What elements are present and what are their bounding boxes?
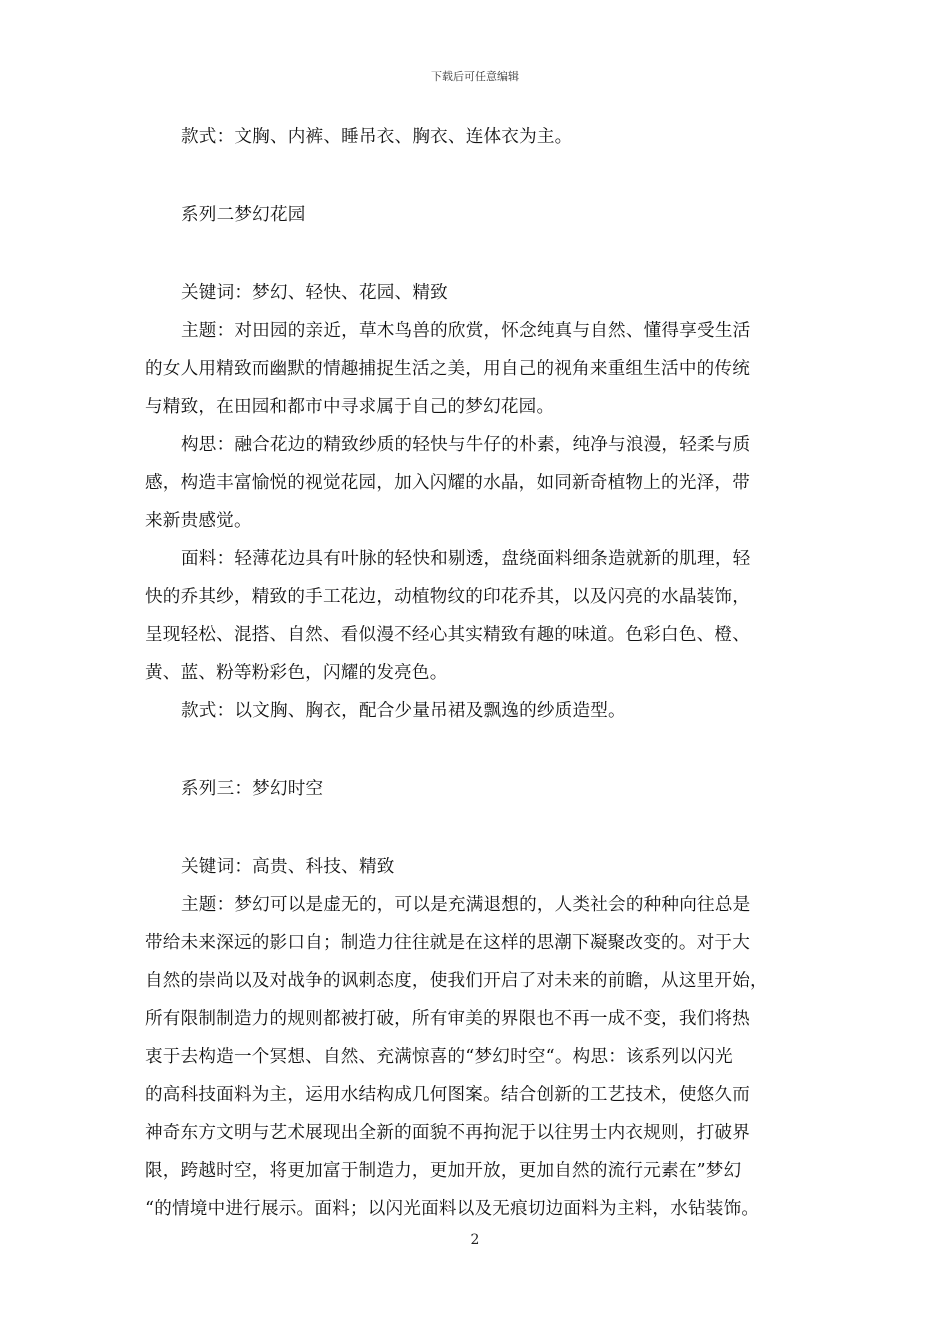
series3-heading: 系列三：梦幻时空 bbox=[181, 779, 324, 799]
series2-fabric-line: 黄、蓝、粉等粉彩色，闪耀的发亮色。 bbox=[145, 663, 448, 683]
series3-theme-line: 的高科技面料为主，运用水结构成几何图案。结合创新的工艺技术，使悠久而 bbox=[145, 1085, 750, 1105]
style-paragraph-series1: 款式：文胸、内裤、睡吊衣、胸衣、连体衣为主。 bbox=[181, 127, 573, 147]
series3-theme-line: 衷于去构造一个冥想、自然、充满惊喜的“梦幻时空“。构思：该系列以闪光 bbox=[145, 1047, 733, 1067]
spacer bbox=[145, 808, 810, 848]
series3-theme-line: 自然的崇尚以及对战争的讽刺态度，使我们开启了对未来的前瞻，从这里开始， bbox=[145, 971, 768, 991]
series2-concept-line: 来新贵感觉。 bbox=[145, 511, 252, 531]
spacer bbox=[145, 234, 810, 274]
spacer bbox=[145, 730, 810, 770]
series2-concept-line: 构思：融合花边的精致纱质的轻快与牛仔的朴素，纯净与浪漫，轻柔与质 bbox=[181, 435, 751, 455]
series2-heading: 系列二梦幻花园 bbox=[181, 205, 306, 225]
series3-keywords: 关键词：高贵、科技、精致 bbox=[181, 857, 395, 877]
series2-theme-line: 的女人用精致而幽默的情趣捕捉生活之美，用自己的视角来重组生活中的传统 bbox=[145, 359, 750, 379]
page-header: 下载后可任意编辑 bbox=[431, 70, 519, 83]
series3-theme-line: “的情境中进行展示。面料；以闪光面料以及无痕切边面料为主料，水钻装饰。 bbox=[145, 1199, 760, 1219]
page-number: 2 bbox=[470, 1232, 480, 1248]
series2-theme-line: 与精致，在田园和都市中寻求属于自己的梦幻花园。 bbox=[145, 397, 555, 417]
series2-theme-line: 主题：对田园的亲近，草木鸟兽的欣赏，怀念纯真与自然、懂得享受生活 bbox=[181, 321, 751, 341]
series2-style-line: 款式：以文胸、胸衣，配合少量吊裙及飘逸的纱质造型。 bbox=[181, 701, 626, 721]
series3-theme-line: 主题：梦幻可以是虚无的，可以是充满退想的，人类社会的种种向往总是 bbox=[181, 895, 751, 915]
series3-theme-line: 限，跨越时空，将更加富于制造力，更加开放，更加自然的流行元素在”梦幻 bbox=[145, 1161, 742, 1181]
series3-theme-line: 带给未来深远的影口自；制造力往往就是在这样的思潮下凝聚改变的。对于大 bbox=[145, 933, 750, 953]
series2-concept-line: 感，构造丰富愉悦的视觉花园，加入闪耀的水晶，如同新奇植物上的光泽，带 bbox=[145, 473, 750, 493]
series3-theme-line: 神奇东方文明与艺术展现出全新的面貌不再拘泥于以往男士内衣规则，打破界 bbox=[145, 1123, 750, 1143]
spacer bbox=[145, 156, 810, 196]
series3-theme-line: 所有限制制造力的规则都被打破，所有审美的界限也不再一成不变，我们将热 bbox=[145, 1009, 750, 1029]
series2-keywords: 关键词：梦幻、轻快、花园、精致 bbox=[181, 283, 448, 303]
series2-fabric-line: 面料：轻薄花边具有叶脉的轻快和剔透，盘绕面料细条造就新的肌理，轻 bbox=[181, 549, 751, 569]
document-body bbox=[145, 118, 810, 1228]
series2-fabric-line: 快的乔其纱，精致的手工花边，动植物纹的印花乔其，以及闪亮的水晶装饰， bbox=[145, 587, 750, 607]
series2-fabric-line: 呈现轻松、混搭、自然、看似漫不经心其实精致有趣的味道。色彩白色、橙、 bbox=[145, 625, 750, 645]
